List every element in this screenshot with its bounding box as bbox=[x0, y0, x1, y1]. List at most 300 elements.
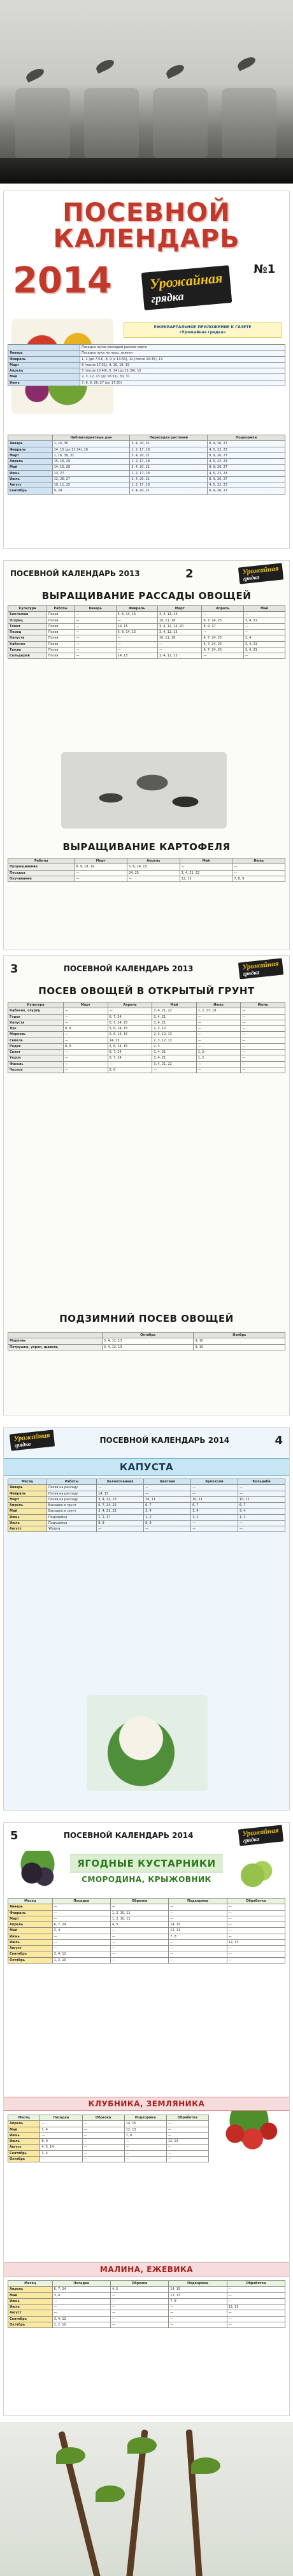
column-header: Цветная bbox=[144, 1479, 191, 1485]
column-header: Апрель bbox=[127, 858, 180, 864]
cover-logo bbox=[141, 265, 232, 310]
row-label: Окучивание bbox=[8, 876, 75, 881]
page-5 bbox=[4, 1823, 289, 2415]
table-cell: 1, 16, 30 bbox=[52, 441, 130, 447]
row-label: Февраль bbox=[8, 1910, 53, 1916]
logo-bottom-text: грядка bbox=[242, 574, 260, 582]
table-cell: — bbox=[52, 1939, 110, 1945]
currant-illustration bbox=[9, 1851, 66, 1895]
ribbon-bottom-text: «Урожайная грядка» bbox=[179, 329, 226, 335]
column-header: Брокколи bbox=[191, 1479, 238, 1485]
table-cell: — bbox=[166, 2156, 208, 2162]
table-cell: — bbox=[64, 1014, 108, 1020]
leaf bbox=[164, 62, 185, 78]
table-cell: — bbox=[196, 1038, 241, 1043]
table-cell: — bbox=[241, 1014, 285, 1020]
table-cell: Высадка в грунт bbox=[46, 1503, 96, 1509]
table-row bbox=[8, 2316, 285, 2322]
table-cell: Посев bbox=[46, 612, 75, 618]
table-cell: Посев bbox=[46, 618, 75, 623]
cover-year: 2014 bbox=[13, 260, 112, 301]
table-cell: — bbox=[166, 2121, 208, 2127]
running-head bbox=[4, 561, 289, 586]
table-cell: 1, 2 bbox=[238, 1514, 285, 1520]
table-row bbox=[8, 1934, 285, 1939]
table-row bbox=[8, 1509, 285, 1514]
table-cell: 14, 15 bbox=[108, 1038, 152, 1043]
cauliflower-illustration bbox=[87, 1695, 208, 1791]
table-cell: — bbox=[52, 1910, 110, 1916]
raspberry-table bbox=[8, 2280, 285, 2328]
table-cell: — bbox=[124, 2156, 166, 2162]
logo-top-text: Урожайная bbox=[241, 565, 279, 576]
table-cell: Посев на рассаду bbox=[46, 1485, 96, 1491]
running-title: ПОСЕВНОЙ КАЛЕНДАРЬ 2014 bbox=[63, 1831, 194, 1840]
table-row bbox=[8, 1957, 285, 1963]
table-cell: — bbox=[75, 653, 116, 659]
table-cell: — bbox=[202, 612, 243, 618]
section-title: МАЛИНА, ЕЖЕВИКА bbox=[4, 2262, 289, 2276]
column-header: Обработка bbox=[227, 2281, 285, 2287]
table-cell: 6, 7 bbox=[191, 1503, 238, 1509]
table-cell: 7, 8 bbox=[169, 2298, 227, 2304]
table-row bbox=[8, 362, 285, 368]
table-header-row bbox=[8, 435, 285, 441]
section-title: ВЫРАЩИВАНИЕ РАССАДЫ ОВОЩЕЙ bbox=[41, 590, 252, 602]
running-title: ПОСЕВНОЙ КАЛЕНДАРЬ 2014 bbox=[99, 1436, 230, 1445]
page-number: 3 bbox=[10, 962, 18, 976]
table-cell: 8, 9, 26, 27 bbox=[208, 465, 285, 470]
table-cell: 5, 6, 14, 15 bbox=[108, 1026, 152, 1032]
table-cell: — bbox=[97, 1485, 144, 1491]
seedlings-photo bbox=[0, 0, 293, 184]
page-number: 2 bbox=[185, 567, 194, 581]
table-cell: — bbox=[243, 653, 285, 659]
column-header: Май bbox=[243, 606, 285, 612]
column-header: Март bbox=[64, 1002, 108, 1008]
table-cell: — bbox=[75, 641, 116, 647]
column-header: Обрезка bbox=[82, 2115, 124, 2121]
leaf bbox=[191, 2457, 220, 2474]
table-cell: 10, 11, 25 bbox=[52, 482, 130, 488]
table-row bbox=[8, 1344, 285, 1350]
page-4 bbox=[4, 1428, 289, 1810]
table-cell: 14, 15 bbox=[169, 2287, 227, 2292]
table-cell: 6, 7, 24, 25 bbox=[202, 635, 243, 641]
table-cell: — bbox=[243, 623, 285, 629]
table-cell: — bbox=[75, 612, 116, 618]
table-cell: — bbox=[241, 1032, 285, 1038]
table-cell: 1, 2, 17, 18 bbox=[196, 1008, 241, 1014]
table-cell: 1, 2 bbox=[144, 1514, 191, 1520]
table-cell: — bbox=[241, 1055, 285, 1061]
row-label: Сельдерей bbox=[8, 653, 47, 659]
table-cell: 3, 4, 12, 13 bbox=[157, 612, 202, 618]
table-cell: — bbox=[64, 1050, 108, 1055]
table-cell: 10, 11 bbox=[144, 1496, 191, 1502]
table-cell: 5, 6, 14, 15 bbox=[108, 1032, 152, 1038]
row-label: Май bbox=[8, 2127, 40, 2132]
column-header: Обработка bbox=[166, 2115, 208, 2121]
table-cell: Подкормка bbox=[46, 1514, 96, 1520]
row-label: Посадка bbox=[8, 870, 75, 876]
table-cell: 6, 7, 24 bbox=[108, 1055, 152, 1061]
column-header: Обрезка bbox=[110, 1899, 168, 1904]
table-cell: — bbox=[64, 1038, 108, 1043]
table-row bbox=[8, 1338, 285, 1344]
table-cell: Посев bbox=[46, 630, 75, 635]
table-cell: 7, 8 bbox=[169, 1934, 227, 1939]
table-cell: 3, 4, 21, 22 bbox=[180, 870, 232, 876]
table-row bbox=[8, 618, 285, 623]
table-cell: 8, 9, 26, 27 bbox=[208, 452, 285, 458]
table-row bbox=[8, 612, 285, 618]
table-row bbox=[8, 2127, 209, 2132]
table-row bbox=[8, 630, 285, 635]
table-cell: 2, 3, 12, 13 bbox=[152, 1032, 197, 1038]
table-row bbox=[8, 635, 285, 641]
table-cell: 3, 4 bbox=[144, 1509, 191, 1514]
column-header: Май bbox=[152, 1002, 197, 1008]
pot-2 bbox=[84, 88, 139, 158]
table-row bbox=[8, 1485, 285, 1491]
table-row bbox=[8, 864, 285, 870]
row-label: Сентябрь bbox=[8, 488, 53, 494]
table-row bbox=[8, 2156, 209, 2162]
table-cell: — bbox=[82, 2150, 124, 2156]
table-header-row bbox=[8, 2115, 209, 2121]
seedling-table bbox=[8, 605, 285, 659]
table-cell: 14, 15 bbox=[116, 623, 157, 629]
table-cell: 10, 11, 28 bbox=[157, 618, 202, 623]
table-cell: Уборка bbox=[46, 1526, 96, 1532]
table-row bbox=[8, 368, 285, 374]
mini-logo bbox=[238, 563, 284, 584]
table-cell: — bbox=[110, 1951, 168, 1957]
row-label: Июнь bbox=[8, 380, 80, 386]
table-cell: — bbox=[52, 1946, 110, 1951]
table-cell: — bbox=[110, 2298, 168, 2304]
row-label: Чеснок bbox=[8, 1067, 64, 1073]
table-cell: 1, 16, 30, 31 bbox=[52, 452, 130, 458]
mini-logo bbox=[238, 1825, 284, 1846]
mini-logo bbox=[10, 1429, 55, 1451]
table-row bbox=[8, 2310, 285, 2316]
column-header: Подкормка bbox=[169, 1899, 227, 1904]
table-row bbox=[8, 1055, 285, 1061]
row-label: Июль bbox=[8, 2139, 40, 2145]
table-header-row bbox=[8, 1479, 285, 1485]
table-cell: — bbox=[169, 2310, 227, 2316]
table-cell: 4, 5, 22, 23 bbox=[208, 482, 285, 488]
leaf bbox=[94, 57, 115, 73]
table-row bbox=[8, 2298, 285, 2304]
table-cell: — bbox=[196, 1014, 241, 1020]
table-cell: 1, 2, 10 bbox=[52, 2322, 110, 2327]
table-cell: — bbox=[202, 653, 243, 659]
table-cell: — bbox=[241, 1026, 285, 1032]
table-row bbox=[8, 2139, 209, 2145]
table-row bbox=[8, 1520, 285, 1526]
column-header: Февраль bbox=[116, 606, 157, 612]
table-cell: — bbox=[82, 2145, 124, 2150]
potato-table bbox=[8, 858, 285, 882]
table-cell: — bbox=[196, 1043, 241, 1049]
table-row bbox=[8, 356, 285, 362]
column-header: Кольраби bbox=[238, 1479, 285, 1485]
table-cell: — bbox=[243, 630, 285, 635]
currant-table bbox=[8, 1898, 285, 1964]
table-cell: Посев bbox=[46, 641, 75, 647]
table-cell: — bbox=[241, 1038, 285, 1043]
table-row bbox=[8, 1916, 285, 1921]
row-label: Август bbox=[8, 1526, 47, 1532]
row-label: Томат bbox=[8, 623, 47, 629]
table-cell: — bbox=[144, 1485, 191, 1491]
table-cell: 5, 6, 14, 15 bbox=[116, 630, 157, 635]
table-cell: — bbox=[227, 2316, 285, 2322]
table-cell: — bbox=[75, 647, 116, 653]
table-cell: — bbox=[75, 618, 116, 623]
running-head bbox=[4, 1823, 289, 1848]
table-cell: — bbox=[110, 1957, 168, 1963]
table-row bbox=[8, 1514, 285, 1520]
table-cell: — bbox=[127, 876, 180, 881]
table-cell: 4, 5, 22, 23 bbox=[208, 470, 285, 476]
table-cell: 5 (после 10:40), 6, 14 (до 11:34), 15 bbox=[80, 368, 285, 374]
table-cell: — bbox=[241, 1043, 285, 1049]
table-row bbox=[8, 1951, 285, 1957]
table-row bbox=[8, 1928, 285, 1934]
row-label: Август bbox=[8, 1946, 53, 1951]
table-cell: — bbox=[82, 2139, 124, 2145]
column-header: Белокочанная bbox=[97, 1479, 144, 1485]
table-cell: — bbox=[196, 1020, 241, 1025]
table-cell: — bbox=[166, 2127, 208, 2132]
table-cell: 14, 15 bbox=[124, 2121, 166, 2127]
table-cell: — bbox=[144, 1491, 191, 1496]
table-row bbox=[8, 488, 285, 494]
table-cell: 3, 4, 21 bbox=[152, 1050, 197, 1055]
table-cell: — bbox=[116, 635, 157, 641]
row-label: Май bbox=[8, 374, 80, 380]
table-cell: 15, 16, 29 bbox=[52, 459, 130, 465]
table-cell: 12, 13 bbox=[169, 2292, 227, 2298]
table-cell: 7, 8, 9 bbox=[232, 876, 285, 881]
logo-top-text: Урожайная bbox=[241, 960, 279, 971]
table-cell: — bbox=[40, 2121, 82, 2127]
table-cell: — bbox=[169, 1916, 227, 1921]
table-cell: — bbox=[238, 1491, 285, 1496]
column-header: Подкормка bbox=[124, 2115, 166, 2121]
table-cell: — bbox=[110, 1934, 168, 1939]
table-cell: — bbox=[169, 2316, 227, 2322]
table-row bbox=[8, 374, 285, 380]
table-cell: — bbox=[52, 1904, 110, 1910]
table-cell: 5, 6, 14, 15 bbox=[127, 864, 180, 870]
column-header: Пересадка растений bbox=[130, 435, 208, 441]
row-label: Август bbox=[8, 2145, 40, 2150]
row-label: Январь bbox=[8, 351, 80, 356]
table-cell: 3, 4, 12 bbox=[52, 2316, 110, 2322]
row-label: Сентябрь bbox=[8, 2150, 40, 2156]
table-cell: — bbox=[241, 1020, 285, 1025]
column-header: Апрель bbox=[108, 1002, 152, 1008]
table-cell: Посев bbox=[46, 653, 75, 659]
table-cell: 7, 8, 9, 26, 27 (до 17:30) bbox=[80, 380, 285, 386]
column-header: Июнь bbox=[232, 858, 285, 864]
table-cell: — bbox=[110, 1904, 168, 1910]
row-label: Салат bbox=[8, 1050, 64, 1055]
table-cell: — bbox=[243, 612, 285, 618]
table-cell: — bbox=[82, 2127, 124, 2132]
table-row bbox=[8, 2145, 209, 2150]
table-cell: 6, 7, 24, 25 bbox=[202, 641, 243, 647]
table-cell: — bbox=[64, 1032, 108, 1038]
table-cell: 6, 7, 24, 25 bbox=[108, 1020, 152, 1025]
section-title: ПОСЕВ ОВОЩЕЙ В ОТКРЫТЫЙ ГРУНТ bbox=[38, 985, 255, 997]
leaf bbox=[24, 66, 45, 82]
page-2 bbox=[4, 561, 289, 950]
table-cell: 12, 13 bbox=[180, 876, 232, 881]
table-row bbox=[8, 476, 285, 482]
cover-ribbon bbox=[124, 322, 282, 338]
stem bbox=[186, 2429, 203, 2576]
table-cell: — bbox=[227, 1946, 285, 1951]
row-label: Тыква bbox=[8, 647, 47, 653]
table-cell: — bbox=[52, 1934, 110, 1939]
table-cell: 1, 2 bbox=[196, 1050, 241, 1055]
table-cell: — bbox=[110, 2322, 168, 2327]
column-header: Январь bbox=[75, 606, 116, 612]
table-cell: — bbox=[169, 1904, 227, 1910]
row-label: Август bbox=[8, 2310, 53, 2316]
table-row bbox=[8, 1020, 285, 1025]
table-cell: 1, 2, 10 bbox=[52, 1957, 110, 1963]
table-cell: 1, 2 (до 7:54), 8, 9 (с 13:33), 12 (после 15:35), 13 bbox=[80, 356, 285, 362]
leaf bbox=[56, 2447, 85, 2464]
row-label: Январь bbox=[8, 1485, 47, 1491]
table-row bbox=[8, 1014, 285, 1020]
row-label: Март bbox=[8, 1916, 53, 1921]
table-cell: — bbox=[169, 1910, 227, 1916]
section-subtitle: СМОРОДИНА, КРЫЖОВНИК bbox=[82, 1875, 211, 1884]
table-cell: 8, 9, 26, 27 bbox=[208, 441, 285, 447]
table-cell: — bbox=[124, 2139, 166, 2145]
table-cell: 7, 8 bbox=[124, 2132, 166, 2138]
row-label: Июнь bbox=[8, 1514, 47, 1520]
column-header: Культура bbox=[8, 606, 47, 612]
table-cell: — bbox=[232, 870, 285, 876]
table-cell: 3, 4, 21 bbox=[152, 1014, 197, 1020]
column-header: Июнь bbox=[196, 1002, 241, 1008]
table-cell: 6, 7, 24 bbox=[52, 1922, 110, 1928]
table-cell: 3, 4, 21 bbox=[243, 641, 285, 647]
running-head bbox=[4, 1428, 289, 1453]
column-header bbox=[8, 1333, 103, 1338]
table-cell: 3, 4 bbox=[40, 2150, 82, 2156]
table-cell: — bbox=[227, 1916, 285, 1921]
table-cell: — bbox=[144, 1526, 191, 1532]
running-title: ПОСЕВНОЙ КАЛЕНДАРЬ 2013 bbox=[63, 964, 194, 973]
row-label: Июнь bbox=[8, 2132, 40, 2138]
row-label: Лук bbox=[8, 1026, 64, 1032]
column-header: Месяц bbox=[8, 1479, 47, 1485]
table-cell: — bbox=[169, 1951, 227, 1957]
row-label: Апрель bbox=[8, 2121, 40, 2127]
table-cell: 3, 4, 12, 13 bbox=[97, 1496, 144, 1502]
table-cell: — bbox=[124, 2145, 166, 2150]
table-row bbox=[8, 653, 285, 659]
leaf bbox=[96, 2486, 125, 2502]
table-cell: 8, 9 bbox=[97, 1520, 144, 1526]
row-label: Капуста bbox=[8, 635, 47, 641]
column-header: Посадка bbox=[52, 1899, 110, 1904]
table-row bbox=[8, 1503, 285, 1509]
column-header: Апрель bbox=[202, 606, 243, 612]
table-cell: 12, 13 bbox=[169, 1928, 227, 1934]
row-label: Морковь bbox=[8, 1032, 64, 1038]
table-cell: 1, 2, 17, 18 bbox=[130, 459, 208, 465]
table-cell: — bbox=[238, 1520, 285, 1526]
table-row bbox=[8, 2132, 209, 2138]
row-label: Апрель bbox=[8, 459, 53, 465]
pot-3 bbox=[153, 88, 208, 158]
row-label: Баклажан bbox=[8, 612, 47, 618]
row-label: Февраль bbox=[8, 447, 53, 452]
gooseberry-illustration bbox=[227, 1851, 284, 1895]
table-cell: — bbox=[227, 1922, 285, 1928]
row-label: Морковь bbox=[8, 1338, 103, 1344]
table-cell: 3, 4, 21 bbox=[243, 647, 285, 653]
table-cell: — bbox=[52, 2305, 110, 2310]
table-cell: 14, 15 bbox=[169, 1922, 227, 1928]
table-header-row bbox=[8, 2281, 285, 2287]
table-header-row bbox=[8, 1002, 285, 1008]
table-cell: — bbox=[110, 2305, 168, 2310]
table-cell: 8 (после 17:51), 9, 10, 18, 19 bbox=[80, 362, 285, 368]
ribbon-top-text: ЕЖЕКВАРТАЛЬНОЕ ПРИЛОЖЕНИЕ К ГАЗЕТЕ bbox=[154, 325, 252, 329]
table-cell: — bbox=[227, 1904, 285, 1910]
table-row bbox=[8, 623, 285, 629]
column-header: Обработка bbox=[227, 1899, 285, 1904]
table-cell: 2, 3, 12, 13 (до 16:51), 30, 31 bbox=[80, 374, 285, 380]
table-cell: — bbox=[227, 2298, 285, 2304]
table-cell: — bbox=[75, 870, 127, 876]
table-row bbox=[8, 1904, 285, 1910]
table-cell: 6, 7, 24, 25 bbox=[202, 618, 243, 623]
table-cell: 3, 4 bbox=[191, 1509, 238, 1514]
table-cell: — bbox=[157, 647, 202, 653]
table-cell: — bbox=[157, 641, 202, 647]
row-label: Июнь bbox=[8, 1934, 53, 1939]
table-cell: 4, 5, 22, 23 bbox=[208, 459, 285, 465]
column-header: Месяц bbox=[8, 2115, 40, 2121]
table-cell: 4, 5 bbox=[110, 2287, 168, 2292]
table-row bbox=[8, 1050, 285, 1055]
table-row bbox=[8, 1526, 285, 1532]
row-label: Июль bbox=[8, 1939, 53, 1945]
row-label: Петрушка, укроп, щавель bbox=[8, 1344, 103, 1350]
table-cell: 14, 15 bbox=[97, 1491, 144, 1496]
table-cell: 8, 9, 17 bbox=[202, 623, 243, 629]
logo-top-text: Урожайная bbox=[13, 1431, 51, 1443]
table-cell: 12, 13 bbox=[227, 1939, 285, 1945]
table-cell: 9, 10 bbox=[194, 1344, 285, 1350]
row-label: Февраль bbox=[8, 1491, 47, 1496]
table-cell: 3, 4, 12, 13 bbox=[157, 630, 202, 635]
table-cell: 10, 11 bbox=[191, 1496, 238, 1502]
